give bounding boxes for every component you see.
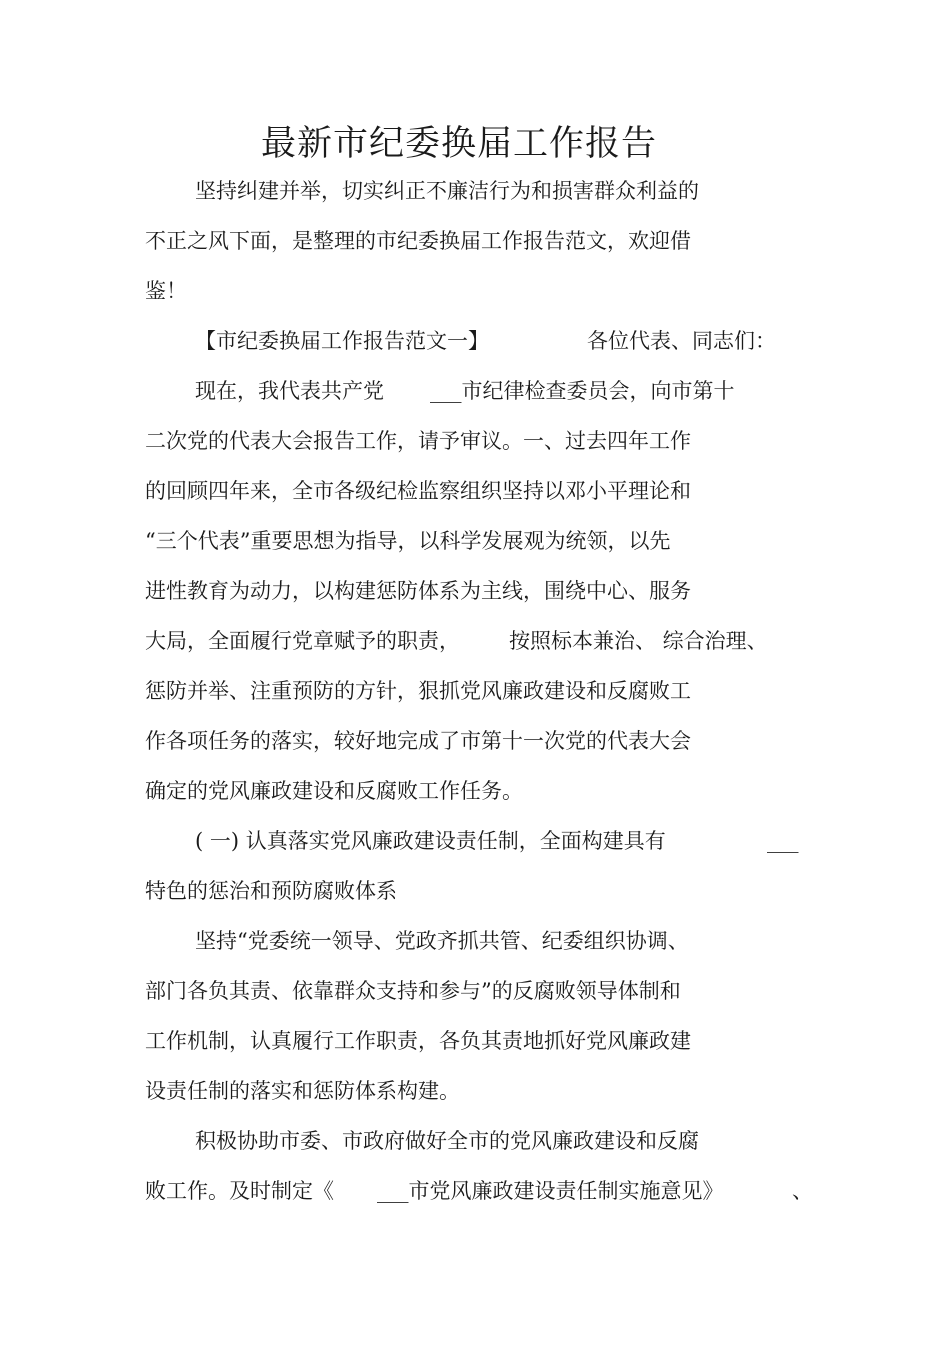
paragraph-line: 设责任制的落实和惩防体系构建。 xyxy=(145,1079,460,1103)
blank-underline: ___ xyxy=(767,829,799,853)
paragraph-line: ___市党风廉政建设责任制实施意见》 xyxy=(377,1179,724,1203)
paragraph-line: 进性教育为动力，以构建惩防体系为主线，围绕中心、服务 xyxy=(145,579,691,603)
paragraph-line: 惩防并举、注重预防的方针，狠抓党风廉政建设和反腐败工 xyxy=(145,679,691,703)
paragraph-line: 坚持“党委统一领导、党政齐抓共管、纪委组织协调、 xyxy=(195,929,689,953)
paragraph-line: 坚持纠建并举，切实纠正不廉洁行为和损害群众利益的 xyxy=(195,179,699,203)
paragraph-line: ___市纪律检查委员会，向市第十 xyxy=(430,379,735,403)
paragraph-line: 积极协助市委、市政府做好全市的党风廉政建设和反腐 xyxy=(195,1129,699,1153)
paragraph-line: 工作机制，认真履行工作职责，各负其责地抓好党风廉政建 xyxy=(145,1029,691,1053)
subsection-heading: ( 一) 认真落实党风廉政建设责任制，全面构建具有 xyxy=(195,829,666,853)
paragraph-line: 的回顾四年来，全市各级纪检监察组织坚持以邓小平理论和 xyxy=(145,479,691,503)
section-heading: 【市纪委换届工作报告范文一】 xyxy=(195,329,489,353)
salutation: 各位代表、同志们： xyxy=(587,329,776,353)
paragraph-line: 现在，我代表共产党 xyxy=(195,379,384,403)
paragraph-line: 确定的党风廉政建设和反腐败工作任务。 xyxy=(145,779,523,803)
paragraph-line: 二次党的代表大会报告工作，请予审议。一、过去四年工作 xyxy=(145,429,691,453)
paragraph-line: 不正之风下面，是整理的市纪委换届工作报告范文，欢迎借 xyxy=(145,229,691,253)
subsection-heading: 特色的惩治和预防腐败体系 xyxy=(145,879,397,903)
document-title: 最新市纪委换届工作报告 xyxy=(260,124,657,164)
paragraph-line: 作各项任务的落实，较好地完成了市第十一次党的代表大会 xyxy=(145,729,691,753)
paragraph-line: 大局，全面履行党章赋予的职责， xyxy=(145,629,460,653)
paragraph-line: 按照标本兼治、 综合治理、 xyxy=(509,629,768,653)
paragraph-line: 鉴！ xyxy=(145,279,187,303)
paragraph-line: 部门各负其责、依靠群众支持和参与”的反腐败领导体制和 xyxy=(145,979,681,1003)
paragraph-line: 、 xyxy=(792,1179,813,1203)
paragraph-line: 败工作。及时制定《 xyxy=(145,1179,334,1203)
paragraph-line: “三个代表”重要思想为指导，以科学发展观为统领，以先 xyxy=(145,529,671,553)
